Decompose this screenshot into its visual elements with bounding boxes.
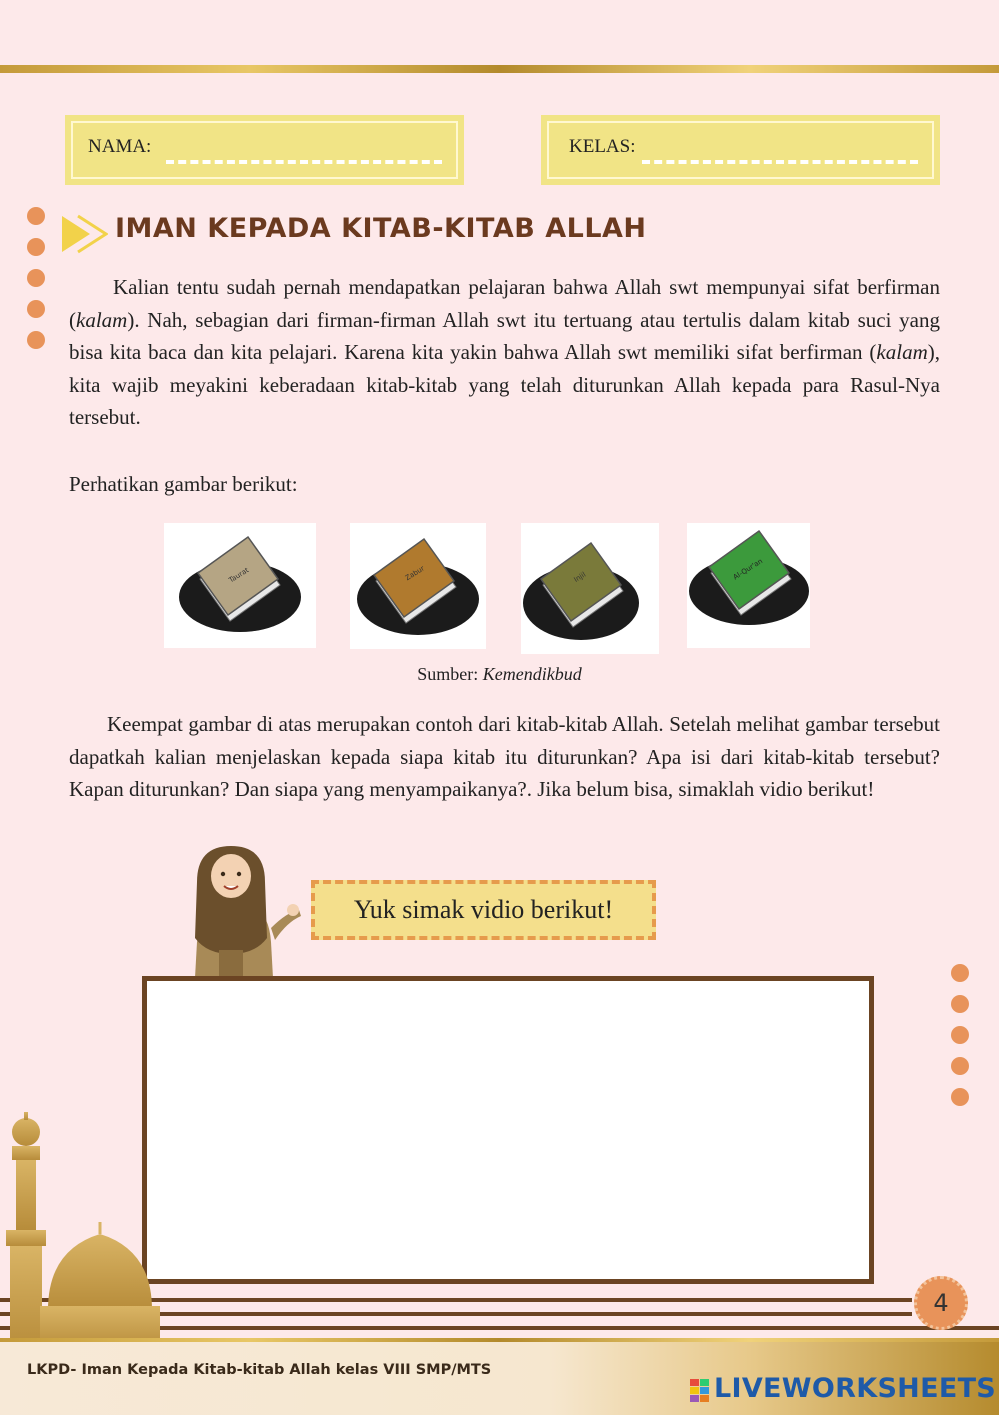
nama-field-box[interactable] [65,115,464,185]
video-embed-placeholder[interactable] [142,976,874,1284]
book-label: Taurat [227,566,251,585]
caption-source: Kemendikbud [482,664,582,684]
book-image-zabur [350,523,486,649]
intro-paragraph [69,271,940,434]
book-icon [350,523,486,649]
decor-dot [951,964,969,982]
teacher-character-illustration [175,842,305,978]
kelas-label: KELAS: [569,136,636,157]
decor-dot [951,1057,969,1075]
book-icon [687,523,810,648]
liveworksheets-logo-icon [690,1379,710,1403]
top-gold-border [0,65,999,73]
image-caption [0,664,999,685]
intro-text-1: Kalian tentu sudah pernah mendapatkan pelajaran bahwa Allah swt mempunyai sifat berfirman ( [69,275,940,332]
nama-dashed-line[interactable] [166,160,442,164]
book-image-injil [521,523,659,654]
question-paragraph [69,708,940,806]
decor-dot [951,1088,969,1106]
decor-dot [951,995,969,1013]
section-title: IMAN KEPADA KITAB-KITAB ALLAH [115,213,647,244]
nama-label: NAMA: [88,136,152,157]
decor-dot [27,269,45,287]
question-text: Keempat gambar di atas merupakan contoh dari kitab-kitab Allah. Setelah melihat gambar tersebut dapatkah kalian menjelaskan kepada siapa kitab itu diturunkan? Apa isi dari kitab-kitab tersebut? Kapan diturunkan? Dan siapa yang menyampaikanya?. Jika belum bisa, simaklah vidio berikut! [69,712,940,801]
footer-text: LKPD- Iman Kepada Kitab-kitab Allah kelas VIII SMP/MTS [27,1362,492,1378]
intro-italic-2: kalam [876,340,928,364]
book-icon [521,523,659,654]
liveworksheets-brand: LIVEWORKSHEETS [714,1373,997,1404]
book-image-alquran [687,523,810,648]
decor-dot [27,300,45,318]
decor-dot [27,207,45,225]
decor-dot [27,331,45,349]
instruction-text: Perhatikan gambar berikut: [69,472,298,496]
kelas-field-box[interactable] [541,115,940,185]
caption-prefix: Sumber: [417,664,483,684]
video-callout-banner: Yuk simak vidio berikut! [311,880,656,940]
book-label: Al-Qur'an [731,557,765,582]
book-label: Injil [572,570,588,584]
intro-italic-1: kalam [76,307,128,332]
page-number-badge: 4 [914,1276,968,1330]
double-arrow-icon [60,214,108,254]
decor-dot [27,238,45,256]
book-label: Zabur [403,564,426,583]
intro-text-3: ), kita wajib meyakini keberadaan kitab-kitab yang telah diturunkan Allah kepada para Rasul-Nya tersebut. [69,340,940,429]
book-icon [164,523,316,648]
mosque-silhouette-icon [0,1110,160,1350]
kelas-dashed-line[interactable] [642,160,918,164]
book-image-taurat [164,523,316,648]
intro-text-2: ). Nah, sebagian dari firman-firman Allah swt itu tertuang atau tertulis dalam kitab suci yang bisa kita baca dan kita pelajari. Karena kita yakin bahwa Allah swt memiliki sifat berfirman ( [69,307,940,364]
decor-dot [951,1026,969,1044]
